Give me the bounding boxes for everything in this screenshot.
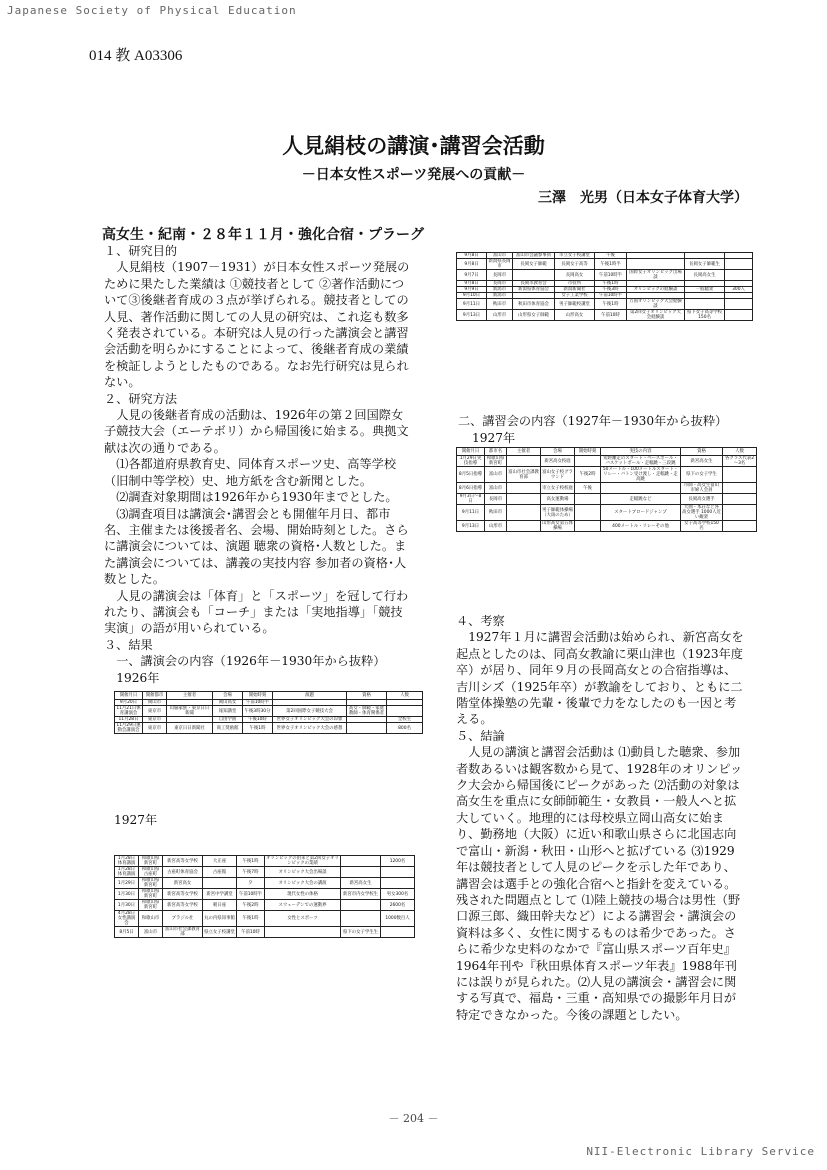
table-row (457, 299, 753, 310)
table-cell: 午後1時 (237, 856, 265, 867)
table-cell: 8月6日指導 (457, 483, 485, 494)
table-cell: 東京日日新聞社 (167, 723, 213, 734)
table-cell: 11月21日体育講演会 (116, 706, 141, 716)
table-cell: 1月28日体育講演 (115, 856, 139, 867)
paragraph-purpose: 人見絹枝（1907－1931）が日本女性スポーツ発展のために果たした業績は ①競技者として ②著作活動について③後継者育成の３点が挙げられる。競技者としての人見、著作活動に関しての人見の研究は、これ迄も数多く発表されている。本研究は人見の行った講演会と講習会活動を明らかにすることによって、後継者育成の業績を検証しようとしたものである。なお先行研究は見られない。 (104, 260, 410, 390)
table-cell: 1月28日体育講演 (115, 867, 139, 878)
table-cell: 400メートル・リレーその他 (601, 521, 681, 532)
nii-footer: NII-Electronic Library Service (586, 1145, 815, 1158)
table-cell (387, 706, 423, 717)
paragraph-method-intro: 人見の後継者育成の活動は、1926年の第２回国際女子競技大会（エーテボリ）から帰国後に始まる。典拠文献は次の通りである。 (104, 408, 409, 455)
table-cell: 山形市 (487, 310, 513, 321)
table-cell (601, 483, 681, 494)
table-row (457, 521, 757, 532)
table-cell (723, 521, 757, 532)
table-cell: 新潟県長岡市 (487, 259, 513, 270)
table-cell: 9月9日 (457, 287, 487, 293)
table-cell (725, 259, 753, 270)
year-label-1926: 1926年 (116, 670, 160, 685)
table-cell: 長岡高女生 (685, 270, 725, 281)
table-cell: 一般聴衆 (685, 287, 725, 293)
table-row (115, 900, 415, 911)
table-cell: 山形高女第五体操場 (542, 521, 573, 531)
section-heading-discussion: ４、考察 (456, 614, 505, 628)
table-cell: 東京市 (143, 723, 167, 734)
table-cell: 9月13日 (457, 310, 487, 321)
table-cell (513, 270, 555, 281)
table-cell: 午前10時半 (237, 889, 265, 900)
table-cell: 古座町体育協会 (163, 867, 203, 878)
table-cell (725, 310, 753, 321)
table-cell: 新宮高女生 (681, 456, 723, 467)
table-cell (341, 867, 381, 878)
table-cell: 現代女性の体格 (265, 889, 341, 900)
table-cell: 夕 (237, 878, 265, 889)
table-cell: 4月28日女性講演会 (115, 911, 139, 927)
table-row (115, 723, 423, 734)
table-cell: 9月11日 (457, 505, 485, 521)
table-cell: オリンピックの由来と第2回女子オリンピックの業績 (266, 856, 339, 866)
table-cell: 午後1時 (237, 911, 265, 927)
table-cell: 国際女子オリンピック出場談 (627, 270, 685, 281)
table-cell: 午後1時 (595, 281, 627, 287)
table-cell: 古座館 (203, 867, 237, 878)
table-cell (575, 521, 601, 532)
table-cell (203, 878, 237, 889)
table-cell: 9月10日 (457, 293, 487, 299)
subheading-lectures: 一、講演会の内容（1926年－1930年から抜粋） (116, 654, 386, 669)
table-cell: 朝日座 (203, 900, 237, 911)
table-lectures-1926 (114, 691, 423, 734)
table-cell: 新宮高女校庭 (541, 456, 575, 467)
table-cell: 1月30日 (115, 900, 139, 911)
table-cell: 各クラス代表2～3名 (723, 456, 757, 467)
table-cell: 県下の女子学生生 (341, 927, 381, 938)
table-cell (507, 521, 541, 532)
table-cell (685, 299, 725, 310)
table-cell: 午後10時 (243, 717, 273, 723)
table-cell: 午前10時 (595, 310, 627, 321)
table-cell: 富山市会議参事員 (513, 253, 555, 259)
table-cell: 新宮高等女学校 (163, 889, 203, 900)
table-cell: 和歌山県新宮町 (485, 456, 507, 467)
table-cell: 岡山市 (143, 700, 167, 706)
table-cell: 県下女子高等学校150名 (685, 310, 725, 321)
table-cell: 全校生 (387, 717, 423, 723)
table-row (457, 456, 757, 467)
table-cell (723, 494, 757, 505)
table-cell: 午後3時30分 (243, 706, 273, 717)
table-row (457, 310, 753, 321)
table-cell (575, 456, 601, 467)
table-cell: 商工奨励館 (213, 723, 243, 734)
table-cell: 1月29日 (115, 878, 139, 889)
table-cell: 午後2時 (237, 900, 265, 911)
table-cell: 50メートル・100メートルスタート・リレー・バトン受け渡し・走幅跳・走高跳 (601, 467, 681, 483)
table-cell: オリンピックの経験談 (627, 287, 685, 293)
table-cell: 万国オリンピック大会経験談 (627, 299, 685, 310)
table-cell: 新潟市 (487, 293, 513, 299)
table-cell: 午後1時 (243, 723, 273, 734)
table-cell: 800名 (387, 723, 423, 734)
table-row (115, 706, 423, 717)
table-cell: 新宮中学講堂 (203, 889, 237, 900)
table-cell: 富山市 (139, 927, 163, 938)
table-cell: ブラジル社 (163, 911, 203, 927)
table-cell: 富山市社会課教育部 (507, 467, 541, 483)
subheading-workshops: 二、講習会の内容（1927年－1930年から抜粋） (458, 414, 728, 428)
table-cell: 9月8日 (457, 259, 487, 270)
table-cell: 富山市 (485, 483, 507, 494)
table-cell (381, 867, 415, 878)
table-cell: 富山市 (487, 253, 513, 259)
table-cell: 東京市 (143, 706, 167, 717)
table-cell: 長岡市教育会 (513, 281, 555, 287)
table-cell: 長岡女子師範生 (685, 259, 725, 270)
table-cell: 長岡市 (487, 270, 513, 281)
table-cell: 女子高等学校150名 (681, 521, 723, 532)
table-cell: 新潟県体育協会 (513, 287, 555, 293)
table-cell: 和歌山県新宮町 (139, 878, 163, 889)
table-cell: 和歌山県古座町 (139, 867, 163, 878)
table-cell: 高女・師範・家庭教師・体育関係者 (347, 706, 387, 717)
table-cell: スウェーデンでの運動界 (265, 900, 341, 911)
table-cell: 午後1時半 (595, 259, 627, 270)
table-cell (507, 483, 541, 494)
table-cell: 報知講堂 (213, 706, 243, 717)
table-cell: 第2回女子オリンピック大会経験談 (627, 310, 685, 321)
table-cell: 大正座 (203, 856, 237, 867)
table-row (115, 889, 415, 900)
table-cell (725, 299, 753, 310)
page-number: － 204 － (388, 1112, 439, 1125)
table-cell: オリンピック大会出場談 (265, 867, 341, 878)
table-row (457, 467, 757, 483)
table-row (457, 483, 757, 494)
table-cell (347, 723, 387, 734)
table-cell: 新潟新聞社 (555, 287, 595, 293)
table-cell (725, 270, 753, 281)
table-cell: 午後2時 (575, 467, 601, 483)
table-cell: 午後7時 (237, 867, 265, 878)
table-cell: オリンピック大会の講演 (265, 878, 341, 889)
table-workshops-1927 (456, 447, 757, 532)
table-row (115, 856, 415, 867)
table-row (457, 270, 753, 281)
table-cell (723, 505, 757, 521)
table-cell: 男女300名 (381, 889, 415, 900)
document-code: 014 教 A03306 (89, 48, 183, 64)
table-cell (627, 259, 685, 270)
table-cell: 300人 (725, 287, 753, 293)
author-line: 三澤 光男（日本女子体育大学） (538, 190, 748, 206)
table-cell: 9月8日 (457, 253, 487, 259)
table-cell: 市師・高女生富山市婦人会員 (681, 483, 723, 494)
table-cell (723, 467, 757, 483)
table-cell (341, 856, 381, 867)
table-cell: 富山市 (485, 467, 507, 483)
table-row (457, 259, 753, 270)
table-cell (341, 911, 381, 927)
table-cell: 長岡高女 (555, 270, 595, 281)
table-cell: 高女運動場 (541, 494, 575, 505)
table-cell: 世界女子オリンピック大会の感想 (273, 723, 347, 734)
table-row (115, 927, 415, 938)
table-cell: 長岡女子高等 (555, 259, 595, 270)
table-cell: 男子師範体操場（大雨のため） (541, 505, 575, 521)
table-cell: 山形市 (485, 521, 507, 532)
table-cell: 新潟市 (487, 287, 513, 293)
table-cell: 女子工業学校 (555, 293, 595, 299)
table-cell: 2600名 (381, 900, 415, 911)
table-cell: 午前10時半 (595, 293, 627, 299)
table-cell: 午前10時 (237, 927, 265, 938)
table-cell (723, 483, 757, 494)
paragraph-method-items: ⑶調査項目は講演会･講習会とも開催年月日、都市名、主催または後援者名、会場、開始時刻とした。さらに講演会については、演題 聴衆の資格･人数とした。また講演会については、講義の実技内容 参加者の資格･人数とした。 (104, 506, 409, 587)
table-cell: 長岡市 (487, 281, 513, 287)
table-cell: 1月30日 (115, 889, 139, 900)
table-cell: 午後3時 (595, 287, 627, 293)
table-cell: 午前10時半 (595, 270, 627, 281)
table-cell: 長岡女子師範 (513, 259, 555, 270)
table-cell: 9月13日 (457, 521, 485, 532)
table-cell: 9月20日 (115, 700, 143, 706)
table-cell: 第2回国際女子競技大会 (273, 706, 347, 717)
table-cell (507, 505, 541, 521)
table-cell: 長岡高女選手 (681, 494, 723, 505)
society-header: Japanese Society of Physical Education (7, 4, 297, 17)
table-cell (265, 927, 341, 938)
table-cell: 秋田市 (487, 299, 513, 310)
table-cell: 午前10時半 (243, 700, 273, 706)
section-heading-conclusion: ５、結論 (456, 728, 505, 743)
page-subtitle: －日本女性スポーツ発展への貢献－ (301, 167, 526, 183)
table-cell (341, 900, 381, 911)
table-cell: スタートブロードジャンプ (601, 505, 681, 521)
table-cell: 東京市 (143, 717, 167, 723)
table-cell: 1000数百人 (381, 911, 415, 927)
section-heading-results: ３、結果 (104, 637, 153, 652)
paragraph-conclusion: 人見の講演と講習会活動は ⑴動員した聴衆、参加者数あるいは観客数から見て、1928年のオリンピック大会から帰国後にピークがあった ⑵活動の対象は高女生を重点に女師師範生・女教員・一般人へと拡大していく。地理的には母校県立岡山高女に始まり、勤務地（大阪）に近い和歌山県さらに北国志向で富山・新潟・秋田・山形へと拡げている ⑶1929年は競技者として人見のピークを示した年であり、講習会は選手との強化合宿へと指針を変えている。残された問題点として ⑴陸上競技の場合は男性（野口源三郎、織田幹夫など）による講習会・講演会の資料は多く、女性に関するものは希少であった。さらに希少な史料のなかで『富山県スポーツ百年史』1964年刊や『秋田県体育スポーツ年表』1988年刊には誤りが見られた。⑵人見の講演会・講習会に関する写真で、福島・三重・高知県での撮影年月日が特定できなかった。今後の課題としたい。 (456, 745, 743, 1022)
table-row (457, 287, 753, 293)
table-cell: 自由学園 (213, 717, 243, 723)
table-cell: 午後 (595, 253, 627, 259)
table-cell: 富山女子校グラウンド (541, 467, 575, 483)
table-cell: 午後1時 (595, 299, 627, 310)
section-heading-method: ２、研究方法 (104, 391, 178, 406)
section-heading-purpose: １、研究目的 (104, 244, 178, 258)
table-cell: 新宮市内女学校生 (341, 889, 381, 900)
table-cell: 女性とスポーツ (265, 911, 341, 927)
year-label-1927-lectures: 1927年 (114, 813, 158, 827)
left-column-text (104, 243, 410, 686)
table-cell (381, 927, 415, 938)
table-cell: 11月28日 (115, 717, 143, 723)
table-cell: 秋田市 (485, 505, 507, 521)
table-cell: 和歌山県新宮町 (139, 900, 163, 911)
table-cell (575, 505, 601, 521)
table-row (457, 505, 757, 521)
page-title: 人見絹枝の講演･講習会活動 (282, 134, 545, 158)
table-cell: 11月29日運動会講演会 (116, 723, 141, 733)
table-cell (575, 494, 601, 505)
table-cell: 県下の女子学生 (681, 467, 723, 483)
table-header-row: 開催月日 都市名 主催者 会場 開始時刻 実技の内容 資格 人数 (457, 448, 757, 456)
table-row (457, 494, 757, 505)
table-cell: 新宮高女生 (341, 878, 381, 889)
table-cell: 9月8日 (457, 281, 487, 287)
table-row (115, 867, 415, 878)
table-cell: 和歌山県新宮町 (139, 856, 163, 867)
table-cell: 山脇家族・東京日日新聞 (167, 706, 213, 717)
table-cell (507, 494, 541, 505)
table-cell: 富山市社会課教育部 (163, 927, 203, 938)
table-cell: 男子師範校講堂 (555, 299, 595, 310)
table-cell: 9月7日 (457, 270, 487, 281)
table-cell: 9月3日～8日 (457, 494, 485, 505)
table-cell (381, 878, 415, 889)
table-cell: 8月5日 (115, 927, 139, 938)
table-row (115, 911, 415, 927)
right-column-text (456, 613, 746, 1023)
table-cell: 市立女子校講堂 (555, 253, 595, 259)
paragraph-discussion: 1927年１月に講習会活動は始められ、新宮高女を起点としたのは、同高女教諭に栗山津也（1923年度卒）が居り、同年９月の長岡高女との合宿指導は、吉川シズ（1925年卒）が教諭をしており、ともに二階堂体操塾の先輩・後輩で力をなしたのも一因と考える。 (456, 630, 744, 727)
table-cell: 走幅跳など (601, 494, 681, 505)
table-cell: 長岡市 (485, 494, 507, 505)
table-cell (507, 456, 541, 467)
table-cell: 8月5日指導 (457, 467, 485, 483)
table-cell: 県立女子校講堂 (203, 927, 237, 938)
table-cell: 和歌山市 (139, 911, 163, 927)
table-row (115, 878, 415, 889)
table-cell: 1200名 (381, 856, 415, 867)
table-cell: 市役所 (555, 281, 595, 287)
table-cell: 新宮高等女学校 (163, 900, 203, 911)
table-cell: 新宮高女 (163, 878, 203, 889)
paragraph-method-sources: ⑴各都道府県教育史、同体育スポーツ史、高等学校（旧制中等学校）史、地方紙を含む新聞とした。 (104, 457, 397, 488)
table-cell: 新宮高等女学校 (163, 856, 203, 867)
table-cell: 岡山高女 (213, 700, 243, 706)
year-label-1927-workshops: 1927年 (472, 431, 516, 445)
table-cell: 午後 (575, 483, 601, 494)
table-cell: 短距離走のスタート・ベースボール・バスケットボール・走幅跳・三段跳 (601, 456, 681, 467)
table-cell: 山形高女 (555, 310, 595, 321)
table-cell: 1月29日実技指導 (457, 456, 485, 467)
table-cell: 世界女子オリンピック大会の印象 (273, 717, 347, 723)
table-cell: 丸の内県知事館 (203, 911, 237, 927)
table-cell: 市立女子校校庭 (541, 483, 575, 494)
table-header-row: 開催月日 開催都市 主催者 会場 開始時刻 演題 資格 人数 (115, 692, 423, 700)
table-lectures-1927 (114, 855, 415, 938)
paragraph-method-period: ⑵調査対象期間は1926年から1930年までとした。 (116, 490, 398, 505)
photo-caption: 高女生・紀南・２８年１１月・強化合宿・プラーグ (102, 227, 424, 243)
table-cell: 秋田市体育協会 (513, 299, 555, 310)
table-cell: 9月11日 (457, 299, 487, 310)
table-cell: 大曲・本荘など各高女選手 1000人近い観衆 (682, 505, 721, 520)
paragraph-method-terms: 人見の講演会は「体育」と「スポーツ」を冠して行われたり、講演会も「コーチ」または「実地指導」「競技実演」の語が用いられている。 (104, 588, 409, 636)
table-cell: 和歌山県新宮町 (139, 889, 163, 900)
table-top-right (456, 252, 753, 321)
table-cell: 山形県女子師範 (513, 310, 555, 321)
